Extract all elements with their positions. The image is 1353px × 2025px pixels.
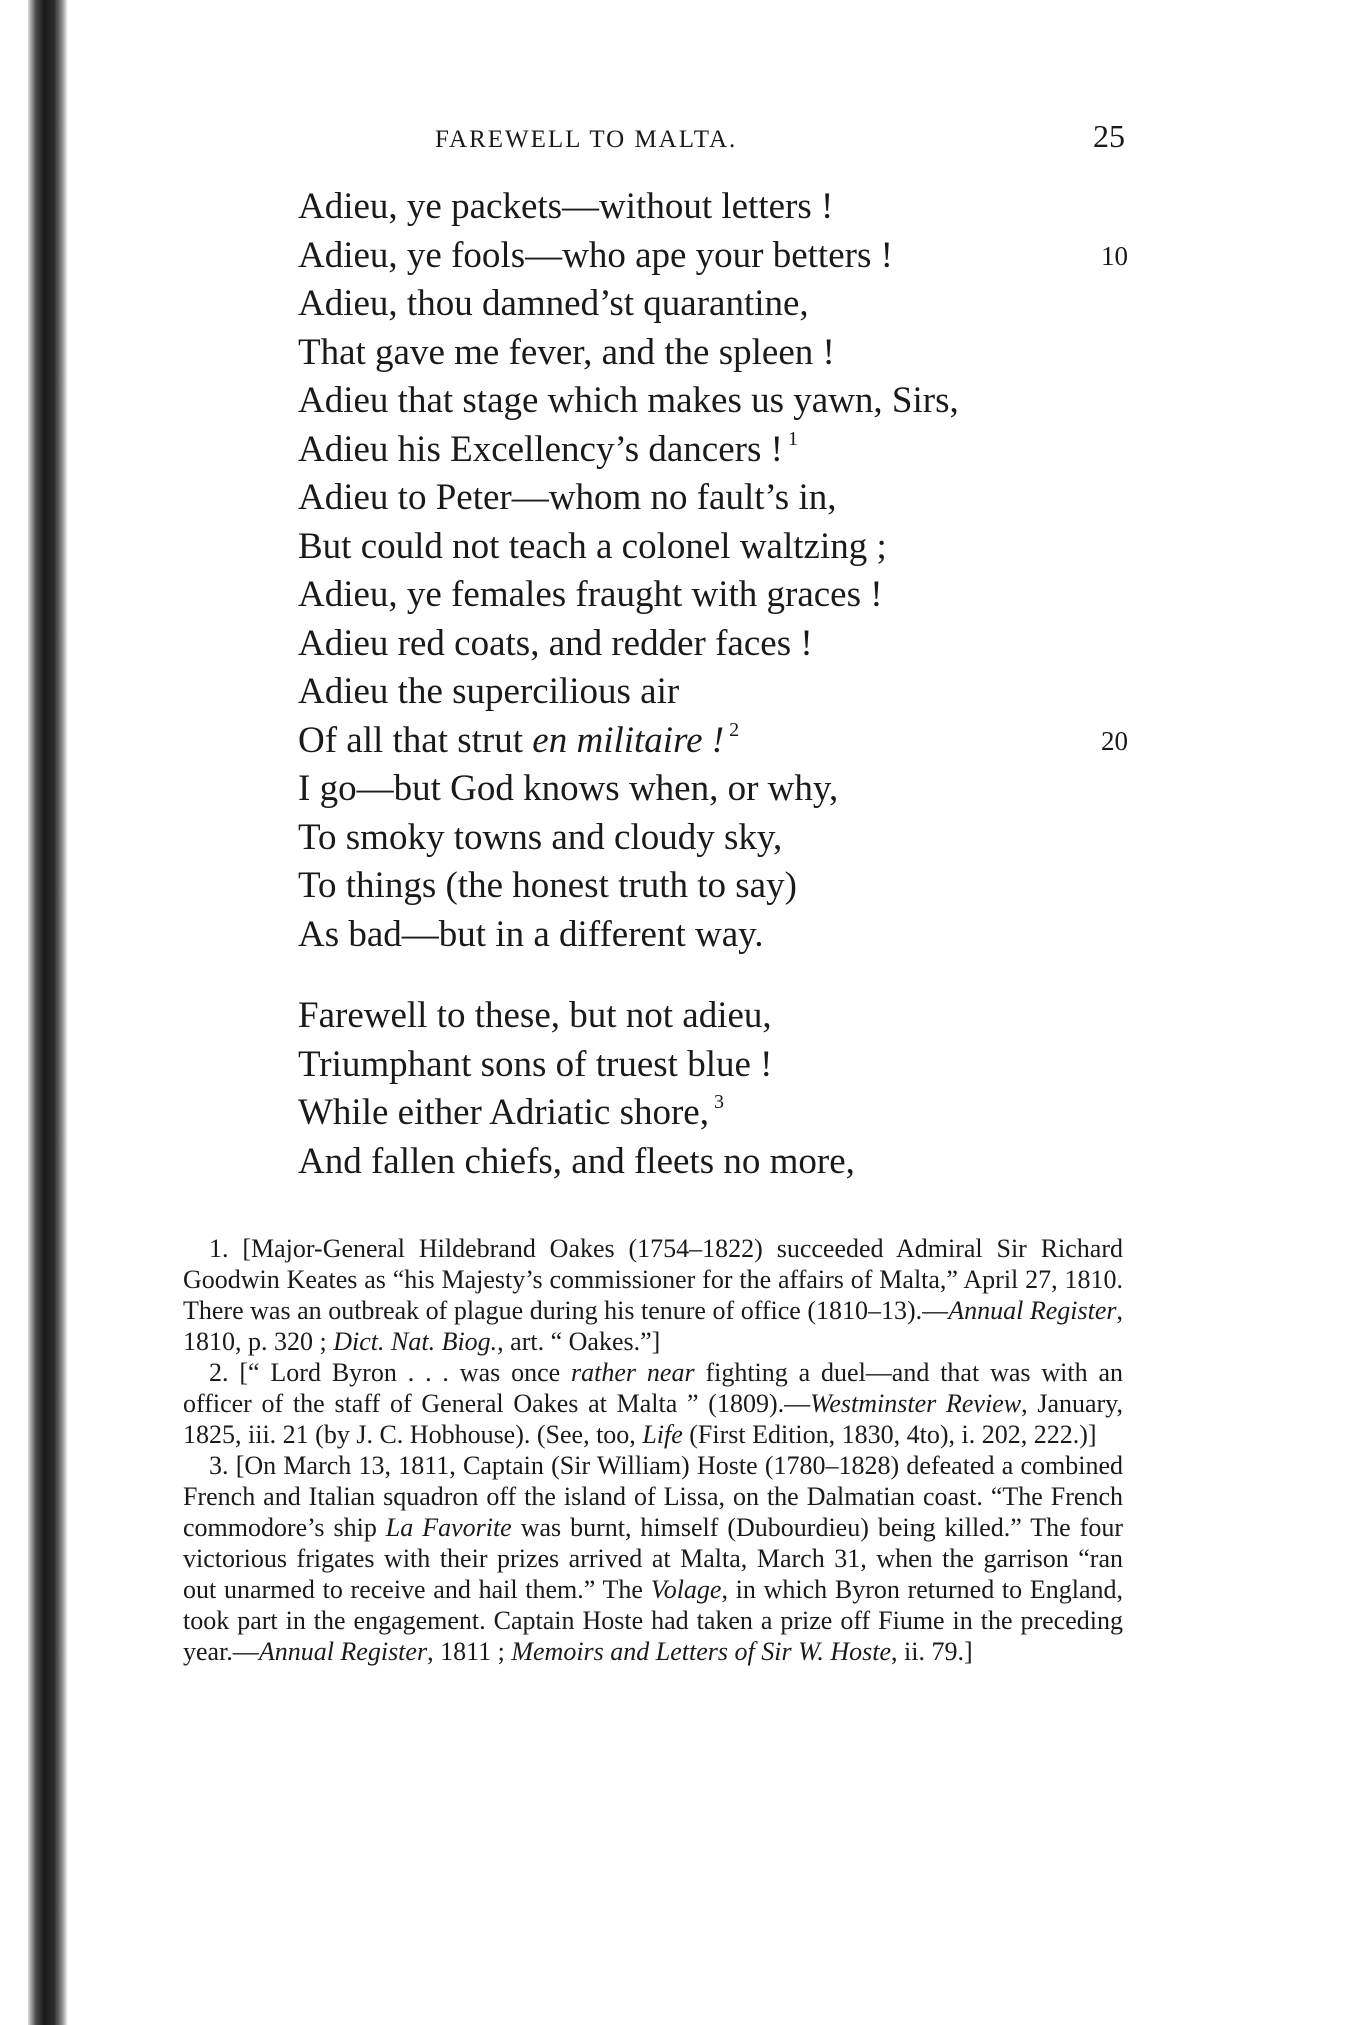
footnote [183,1450,1123,1667]
line-number: 10 [1101,240,1128,271]
poem-line-text: Adieu to Peter—whom no fault’s in, [298,477,837,518]
poem-line-text: Adieu, thou damned’st quarantine, [298,283,809,324]
poem-line-text: While either Adriatic shore, [298,1092,709,1133]
poem-line [298,571,1128,620]
poem-line-text: I go—but God knows when, or why, [298,768,839,809]
line-number: 20 [1101,725,1128,756]
poem-line-text: Adieu, ye packets—without letters ! [298,186,834,227]
footnote-text: was burnt, himself (Dubourdieu) being killed.” The four victorious frigates with their prizes arrived at Malta, March 31, when the garrison “ran out unarmed to receive and hail them.” The [183,1513,1123,1604]
footnotes [183,1233,1123,1667]
stanza [298,992,1128,1186]
footnote-marker: 1 [782,427,798,450]
poem-line [298,329,1128,378]
poem-line-text: Adieu that stage which makes us yawn, Sirs, [298,380,959,421]
page-number: 25 [1093,118,1125,154]
footnote-text: , in which Byron returned to England, took part in the engagement. Captain Hoste had taken a prize off Fiume in the preceding year.— [183,1575,1123,1666]
footnote-text: , 1811 ; [427,1637,512,1666]
footnote-text: fighting a duel—and that was with an officer of the staff of General Oakes at Malta ” (1809).— [183,1358,1123,1418]
footnote-text: 3. [On March 13, 1811, Captain (Sir William) Hoste (1780–1828) defeated a combined French and Italian squadron off the island of Lissa, on the Dalmatian coast. “The French commodore’s ship [183,1451,1123,1542]
running-title: FAREWELL TO MALTA. [435,126,738,153]
poem-line [298,1138,1128,1187]
poem-line-text: To smoky towns and cloudy sky, [298,816,783,858]
footnote-italic-text: Life [642,1420,683,1449]
poem-line-text: Of all that strut [298,719,533,761]
poem-line [298,992,1128,1041]
poem-line [298,280,1128,329]
poem-line-text: Adieu red coats, and redder faces ! [298,622,813,664]
footnote-italic-text: Westminster Review [810,1389,1022,1418]
poem-line [298,911,1128,960]
footnote-text: , art. “ Oakes.”] [497,1327,661,1356]
footnote [183,1357,1123,1450]
footnote-italic-text: Annual Register [948,1296,1117,1325]
poem-line [298,474,1128,523]
poem-line [298,377,1128,426]
poem-line [298,183,1128,232]
footnote-text: , January, 1825, iii. 21 (by J. C. Hobhouse). (See, too, [183,1389,1123,1449]
footnote-text: , ii. 79.] [891,1637,973,1666]
poem-line-text: That gave me fever, and the spleen ! [298,331,835,373]
footnote-italic-text: Memoirs and Letters of Sir W. Hoste [511,1637,891,1666]
poem-body [298,183,1128,1186]
poem-line [298,1041,1128,1090]
poem-line-text: Adieu, ye females fraught with graces ! [298,574,883,615]
poem-line-text: Farewell to these, but not adieu, [298,995,772,1036]
poem-line [298,426,1128,475]
running-header [435,118,1125,158]
poem-line-text: Adieu, ye fools—who ape your betters ! [298,234,893,276]
poem-line-text: Adieu his Excellency’s dancers ! [298,428,783,470]
poem-line [298,814,1128,863]
poem-line [298,717,1128,766]
footnote-text: 1. [Major-General Hildebrand Oakes (1754–1822) succeeded Admiral Sir Richard Goodwin Keates as “his Majesty’s commissioner for the affairs of Malta,” April 27, 1810. There was an outbreak of plague during his tenure of office (1810–13).— [183,1234,1123,1325]
poem-line-text: As bad—but in a different way. [298,913,764,955]
footnote-italic-text: Dict. Nat. Biog. [333,1327,498,1356]
poem-line [298,1089,1128,1138]
book-spine-shadow [28,0,68,2025]
footnote-italic-text: La Favorite [385,1513,512,1542]
stanza [298,183,1128,959]
poem-line-italic: en militaire ! [532,719,725,761]
footnote-text: (First Edition, 1830, 4to), i. 202, 222.)] [682,1420,1097,1449]
footnote-text: 2. [“ Lord Byron . . . was once [209,1358,572,1387]
footnote-text: , 1810, p. 320 ; [183,1296,1123,1356]
footnote-italic-text: rather near [571,1358,695,1387]
poem-line [298,232,1128,281]
poem-line [298,862,1128,911]
poem-line-text: Triumphant sons of truest blue ! [298,1043,773,1085]
poem-line [298,668,1128,717]
poem-line-text: To things (the honest truth to say) [298,865,797,906]
footnote-italic-text: Annual Register [258,1637,428,1666]
poem-line-text: Adieu the supercilious air [298,671,680,712]
footnote [183,1233,1123,1357]
poem-line-text: And fallen chiefs, and fleets no more, [298,1140,855,1182]
poem-line [298,765,1128,814]
poem-line [298,620,1128,669]
poem-line [298,523,1128,572]
poem-line-text: But could not teach a colonel waltzing ; [298,525,887,567]
footnote-italic-text: Volage [650,1575,722,1604]
footnote-marker: 2 [724,718,740,741]
footnote-marker: 3 [708,1091,724,1113]
